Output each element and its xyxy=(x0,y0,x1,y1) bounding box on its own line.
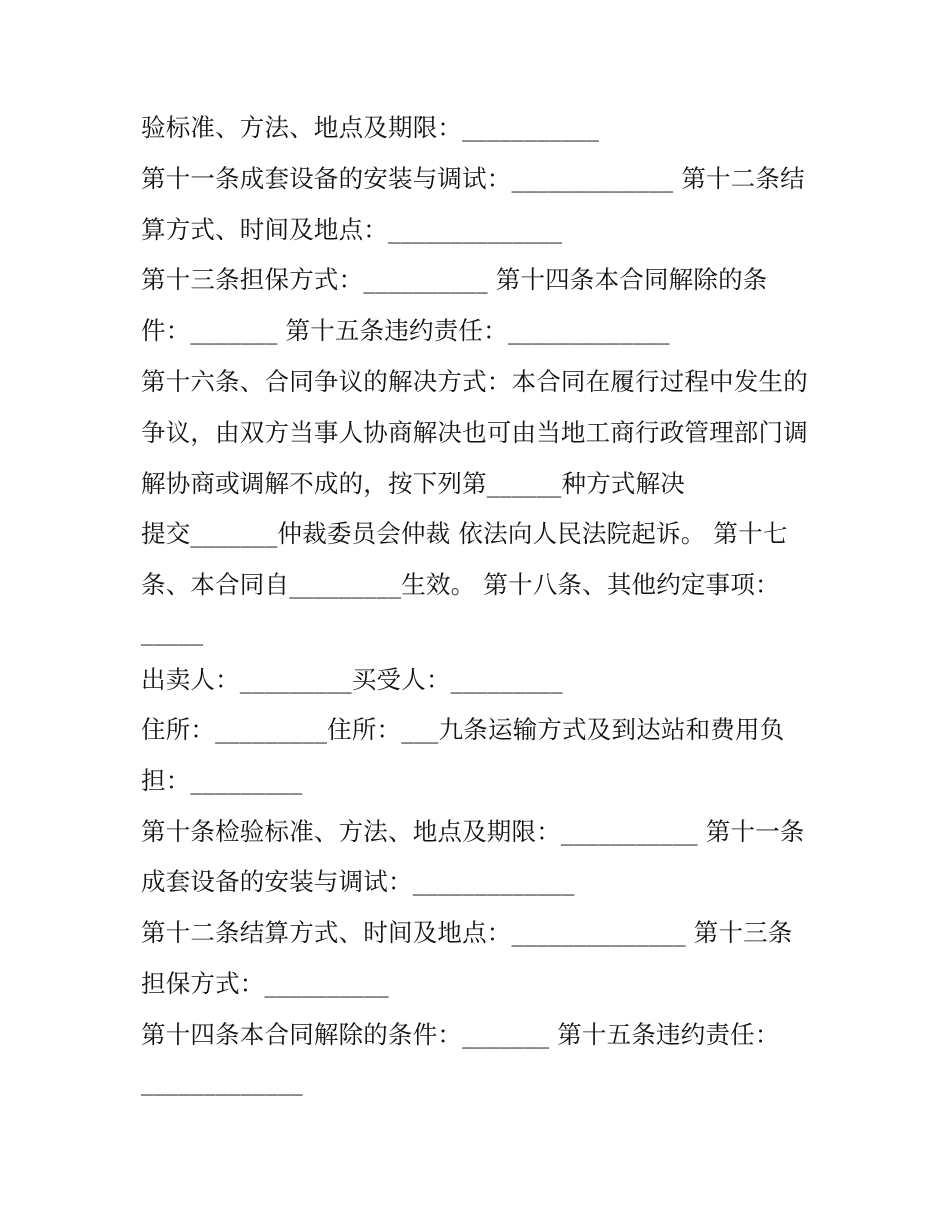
text-line: _____ xyxy=(141,617,204,646)
text-line: 条、本合同自_________生效。 第十八条、其他约定事项： xyxy=(141,570,780,599)
text-line: 第十四条本合同解除的条件：_______ 第十五条违约责任： xyxy=(141,1020,780,1049)
text-line: 提交_______仲裁委员会仲裁 依法向人民法院起诉。 第十七 xyxy=(141,519,788,548)
text-line: 担保方式：__________ xyxy=(141,969,389,998)
text-line: 争议，由双方当事人协商解决也可由当地工商行政管理部门调 xyxy=(141,418,808,447)
text-line: 第十条检验标准、方法、地点及期限：___________ 第十一条 xyxy=(141,817,805,846)
text-line: 第十二条结算方式、时间及地点：______________ 第十三条 xyxy=(141,918,793,947)
text-line: 出卖人：_________买受人：_________ xyxy=(141,665,563,694)
text-line: 验标准、方法、地点及期限：___________ xyxy=(141,113,600,142)
text-line: 算方式、时间及地点：______________ xyxy=(141,215,563,244)
text-line: 第十一条成套设备的安装与调试：_____________ 第十二条结 xyxy=(141,164,805,193)
text-line: 第十六条、合同争议的解决方式：本合同在履行过程中发生的 xyxy=(141,367,808,396)
text-line: 解协商或调解不成的，按下列第______种方式解决 xyxy=(141,469,685,498)
text-line: 住所：_________住所：___九条运输方式及到达站和费用负 xyxy=(141,715,785,744)
text-line: _____________ xyxy=(141,1067,303,1096)
text-line: 担：_________ xyxy=(141,766,303,795)
text-line: 第十三条担保方式：__________ 第十四条本合同解除的条 xyxy=(141,265,768,294)
text-line: 成套设备的安装与调试：_____________ xyxy=(141,867,575,896)
text-line: 件：_______ 第十五条违约责任：_____________ xyxy=(141,316,670,345)
